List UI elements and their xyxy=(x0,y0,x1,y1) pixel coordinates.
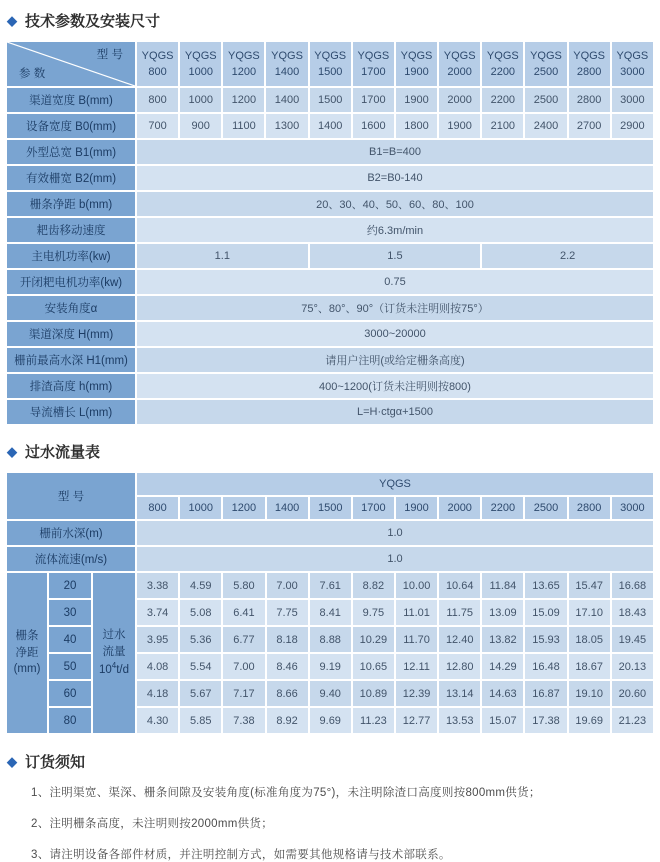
bar-gap-value-cell: 40 xyxy=(49,627,91,652)
flow-value-cell: 18.67 xyxy=(569,654,610,679)
model-header-cell xyxy=(310,42,351,86)
model-number: 2800 xyxy=(576,66,602,78)
param-label-cell: 设备宽度 B0(mm) xyxy=(7,114,135,138)
flow-value-cell: 3.95 xyxy=(137,627,178,652)
model-number-cell: 1900 xyxy=(396,497,437,519)
flow-value-cell: 11.84 xyxy=(482,573,523,598)
brand-text: YQGS xyxy=(314,49,347,62)
flow-label-line: 流量 xyxy=(102,645,126,658)
table2-corner-cell: 型 号 xyxy=(7,473,135,519)
model-header-cell xyxy=(180,42,221,86)
merged-value-cell: 请用户注明(或给定栅条高度) xyxy=(137,348,653,372)
flow-param-label-cell: 流体流速(m/s) xyxy=(7,547,135,571)
flow-value-cell: 19.10 xyxy=(569,681,610,706)
flow-table xyxy=(5,471,655,735)
value-cell: 2200 xyxy=(482,88,523,112)
flow-value-cell: 19.69 xyxy=(569,708,610,733)
value-cell: 1400 xyxy=(310,114,351,138)
diamond-icon: ◆ xyxy=(7,444,17,459)
flow-unit-exponent: 4 xyxy=(111,661,117,671)
model-number-cell: 3000 xyxy=(612,497,653,519)
flow-value-cell: 8.41 xyxy=(310,600,351,625)
flow-value-cell: 11.70 xyxy=(396,627,437,652)
span-value-cell: 1.1 xyxy=(137,244,308,268)
flow-value-cell: 5.80 xyxy=(223,573,264,598)
flow-value-cell: 9.75 xyxy=(353,600,394,625)
param-label-cell: 渠道宽度 B(mm) xyxy=(7,88,135,112)
param-row xyxy=(7,270,653,294)
value-cell: 1900 xyxy=(439,114,480,138)
param-label-cell: 主电机功率(kw) xyxy=(7,244,135,268)
param-row xyxy=(7,348,653,372)
section-title-text: 过水流量表 xyxy=(25,444,101,461)
model-header-cell xyxy=(569,42,610,86)
param-row xyxy=(7,244,653,268)
value-cell: 1600 xyxy=(353,114,394,138)
flow-value-cell: 19.45 xyxy=(612,627,653,652)
flow-value-cell: 10.29 xyxy=(353,627,394,652)
bar-gap-value-cell: 30 xyxy=(49,600,91,625)
flow-value-cell: 10.00 xyxy=(396,573,437,598)
flow-value-cell: 3.74 xyxy=(137,600,178,625)
model-header-cell xyxy=(137,42,178,86)
flow-value-cell: 9.40 xyxy=(310,681,351,706)
brand-text: YQGS xyxy=(357,49,390,62)
param-label-cell: 外型总宽 B1(mm) xyxy=(7,140,135,164)
value-cell: 1300 xyxy=(266,114,307,138)
section-title-text: 技术参数及安装尺寸 xyxy=(25,13,161,30)
flow-value-cell: 9.19 xyxy=(310,654,351,679)
value-cell: 800 xyxy=(137,88,178,112)
value-cell: 1100 xyxy=(223,114,264,138)
flow-value-cell: 16.87 xyxy=(525,681,566,706)
flow-value-cell: 5.67 xyxy=(180,681,221,706)
bar-gap-value-cell: 80 xyxy=(49,708,91,733)
model-number-cell: 1400 xyxy=(267,497,308,519)
flow-value-cell: 10.64 xyxy=(439,573,480,598)
model-number-cell: 1200 xyxy=(223,497,264,519)
brand-header-cell: YQGS xyxy=(137,473,653,495)
model-number-cell: 2200 xyxy=(482,497,523,519)
value-cell: 1800 xyxy=(396,114,437,138)
param-label-cell: 排渣高度 h(mm) xyxy=(7,374,135,398)
flow-value-cell: 5.08 xyxy=(180,600,221,625)
param-label-cell: 耙齿移动速度 xyxy=(7,218,135,242)
value-cell: 2800 xyxy=(569,88,610,112)
value-cell: 1400 xyxy=(266,88,307,112)
group-label-line: 栅条 xyxy=(15,629,39,642)
bar-gap-value-cell: 60 xyxy=(49,681,91,706)
flow-value-cell: 21.23 xyxy=(612,708,653,733)
flow-value-cell: 11.01 xyxy=(396,600,437,625)
flow-unit-base: 10 xyxy=(98,664,112,677)
section-title-order-notes xyxy=(7,751,653,772)
model-number-cell: 800 xyxy=(137,497,178,519)
merged-value-cell: L=H·ctgα+1500 xyxy=(137,400,653,424)
param-row xyxy=(7,296,653,320)
flow-value-cell: 5.54 xyxy=(180,654,221,679)
flow-value-cell: 6.77 xyxy=(223,627,264,652)
model-number-cell: 1000 xyxy=(180,497,221,519)
brand-text: YQGS xyxy=(141,49,174,62)
merged-value-cell: 1.0 xyxy=(137,521,653,545)
value-cell: 2500 xyxy=(525,88,566,112)
value-cell: 700 xyxy=(137,114,178,138)
param-row xyxy=(7,400,653,424)
model-number: 1700 xyxy=(361,66,386,78)
merged-value-cell: 约6.3m/min xyxy=(137,218,653,242)
order-note-line: 1、注明渠宽、渠深、栅条间隙及安装角度(标准角度为75°)，未注明除渣口高度则按800mm供货； xyxy=(31,787,541,799)
flow-value-cell: 15.47 xyxy=(569,573,610,598)
flow-value-cell: 4.59 xyxy=(180,573,221,598)
flow-simple-row xyxy=(7,547,653,571)
flow-value-cell: 13.53 xyxy=(439,708,480,733)
value-cell: 3000 xyxy=(612,88,653,112)
flow-value-cell: 18.43 xyxy=(612,600,653,625)
brand-text: YQGS xyxy=(486,49,519,62)
model-header-cell xyxy=(266,42,307,86)
flow-value-cell: 8.18 xyxy=(267,627,308,652)
flow-value-cell: 8.92 xyxy=(267,708,308,733)
brand-text: YQGS xyxy=(443,49,476,62)
flow-value-cell: 5.85 xyxy=(180,708,221,733)
model-number: 1400 xyxy=(274,66,300,78)
flow-value-cell: 7.38 xyxy=(223,708,264,733)
model-number: 2200 xyxy=(490,66,516,78)
merged-value-cell: 75°、80°、90°（订货未注明则按75°） xyxy=(137,296,653,320)
section-title-flow-table xyxy=(7,441,653,462)
bar-gap-value-cell: 20 xyxy=(49,573,91,598)
flow-rate-label-cell xyxy=(93,573,135,733)
flow-header-row-brand xyxy=(7,473,653,495)
param-row xyxy=(7,218,653,242)
param-label-cell: 栅条净距 b(mm) xyxy=(7,192,135,216)
model-number: 800 xyxy=(148,66,167,78)
flow-data-row xyxy=(7,573,653,598)
flow-value-cell: 20.13 xyxy=(612,654,653,679)
param-row xyxy=(7,322,653,346)
param-label-cell: 有效栅宽 B2(mm) xyxy=(7,166,135,190)
model-header-cell xyxy=(482,42,523,86)
bar-gap-group-label-cell xyxy=(7,573,47,733)
brand-text: YQGS xyxy=(271,49,303,62)
flow-value-cell: 4.18 xyxy=(137,681,178,706)
model-header-cell xyxy=(612,42,653,86)
table1-corner-cell xyxy=(7,42,135,86)
flow-value-cell: 13.14 xyxy=(439,681,480,706)
value-cell: 900 xyxy=(180,114,221,138)
group-label-line: 净距 xyxy=(15,646,39,659)
model-number: 1900 xyxy=(404,66,429,78)
brand-text: YQGS xyxy=(184,49,217,62)
brand-text: YQGS xyxy=(227,49,260,62)
section-title-tech-params xyxy=(7,10,653,31)
brand-text: YQGS xyxy=(573,49,606,62)
span-value-cell: 2.2 xyxy=(482,244,653,268)
flow-value-cell: 8.82 xyxy=(353,573,394,598)
merged-value-cell: 400~1200(订货未注明则按800) xyxy=(137,374,653,398)
value-cell: 1900 xyxy=(396,88,437,112)
flow-value-cell: 3.38 xyxy=(137,573,178,598)
flow-value-cell: 17.10 xyxy=(569,600,610,625)
param-row xyxy=(7,166,653,190)
flow-value-cell: 7.00 xyxy=(223,654,264,679)
flow-value-cell: 9.69 xyxy=(310,708,351,733)
flow-value-cell: 14.29 xyxy=(482,654,523,679)
model-number-cell: 2000 xyxy=(439,497,480,519)
flow-value-cell: 12.40 xyxy=(439,627,480,652)
flow-value-cell: 8.66 xyxy=(267,681,308,706)
value-cell: 1200 xyxy=(223,88,264,112)
section-title-text: 订货须知 xyxy=(25,754,86,771)
param-label-cell: 渠道深度 H(mm) xyxy=(7,322,135,346)
value-cell: 2100 xyxy=(482,114,523,138)
flow-value-cell: 7.61 xyxy=(310,573,351,598)
diamond-icon: ◆ xyxy=(7,754,17,769)
param-label-cell: 栅前最高水深 H1(mm) xyxy=(7,348,135,372)
corner-model-label: 型 号 xyxy=(96,49,123,61)
flow-value-cell: 6.41 xyxy=(223,600,264,625)
flow-value-cell: 15.93 xyxy=(525,627,566,652)
value-cell: 1700 xyxy=(353,88,394,112)
flow-simple-row xyxy=(7,521,653,545)
merged-value-cell: 1.0 xyxy=(137,547,653,571)
flow-value-cell: 7.17 xyxy=(223,681,264,706)
order-notes-list xyxy=(31,784,655,862)
value-cell: 1500 xyxy=(310,88,351,112)
flow-param-label-cell: 栅前水深(m) xyxy=(7,521,135,545)
model-header-cell xyxy=(396,42,437,86)
model-number-cell: 2500 xyxy=(525,497,566,519)
order-note-line: 2、注明栅条高度，未注明则按2000mm供货； xyxy=(31,818,274,830)
value-cell: 2000 xyxy=(439,88,480,112)
model-number: 1000 xyxy=(188,66,213,78)
flow-value-cell: 10.65 xyxy=(353,654,394,679)
param-row xyxy=(7,140,653,164)
flow-value-cell: 16.48 xyxy=(525,654,566,679)
merged-value-cell: 0.75 xyxy=(137,270,653,294)
flow-value-cell: 7.75 xyxy=(267,600,308,625)
flow-value-cell: 11.23 xyxy=(353,708,394,733)
flow-value-cell: 15.07 xyxy=(482,708,523,733)
model-header-cell xyxy=(353,42,394,86)
flow-value-cell: 4.30 xyxy=(137,708,178,733)
param-row xyxy=(7,114,653,138)
value-cell: 2400 xyxy=(525,114,566,138)
param-label-cell: 开闭耙电机功率(kw) xyxy=(7,270,135,294)
param-row xyxy=(7,374,653,398)
brand-text: YQGS xyxy=(530,49,562,62)
flow-value-cell: 16.68 xyxy=(612,573,653,598)
value-cell: 2700 xyxy=(569,114,610,138)
group-label-line: (mm) xyxy=(13,663,41,676)
flow-value-cell: 8.46 xyxy=(267,654,308,679)
bar-gap-value-cell: 50 xyxy=(49,654,91,679)
flow-value-cell: 12.80 xyxy=(439,654,480,679)
model-number: 2000 xyxy=(447,66,472,78)
merged-value-cell: B1=B=400 xyxy=(137,140,653,164)
model-number: 1500 xyxy=(317,66,343,78)
flow-unit-rest: t/d xyxy=(116,664,130,677)
param-row xyxy=(7,192,653,216)
flow-value-cell: 12.77 xyxy=(396,708,437,733)
model-number-cell: 1700 xyxy=(353,497,394,519)
model-number: 2500 xyxy=(533,66,559,78)
flow-value-cell: 4.08 xyxy=(137,654,178,679)
model-header-cell xyxy=(223,42,264,86)
value-cell: 1000 xyxy=(180,88,221,112)
flow-value-cell: 11.75 xyxy=(439,600,480,625)
flow-value-cell: 13.65 xyxy=(525,573,566,598)
flow-unit xyxy=(93,660,135,679)
flow-value-cell: 15.09 xyxy=(525,600,566,625)
model-number-cell: 2800 xyxy=(569,497,610,519)
tech-params-table xyxy=(5,40,655,426)
flow-value-cell: 18.05 xyxy=(569,627,610,652)
flow-value-cell: 13.82 xyxy=(482,627,523,652)
flow-value-cell: 7.00 xyxy=(267,573,308,598)
flow-value-cell: 10.89 xyxy=(353,681,394,706)
flow-value-cell: 8.88 xyxy=(310,627,351,652)
merged-value-cell: 3000~20000 xyxy=(137,322,653,346)
corner-param-label: 参 数 xyxy=(19,68,46,80)
flow-value-cell: 12.11 xyxy=(396,654,437,679)
model-number: 1200 xyxy=(231,66,257,78)
flow-value-cell: 20.60 xyxy=(612,681,653,706)
merged-value-cell: 20、30、40、50、60、80、100 xyxy=(137,192,653,216)
model-header-cell xyxy=(525,42,566,86)
model-number: 3000 xyxy=(620,66,645,78)
param-label-cell: 安装角度α xyxy=(7,296,135,320)
tech-params-header-row xyxy=(7,42,653,86)
flow-value-cell: 12.39 xyxy=(396,681,437,706)
model-header-cell xyxy=(439,42,480,86)
flow-value-cell: 13.09 xyxy=(482,600,523,625)
brand-text: YQGS xyxy=(616,49,649,62)
flow-value-cell: 14.63 xyxy=(482,681,523,706)
span-value-cell: 1.5 xyxy=(310,244,481,268)
diamond-icon: ◆ xyxy=(7,13,17,28)
flow-value-cell: 17.38 xyxy=(525,708,566,733)
flow-label-line: 过水 xyxy=(102,629,126,642)
merged-value-cell: B2=B0-140 xyxy=(137,166,653,190)
value-cell: 2900 xyxy=(612,114,653,138)
param-row xyxy=(7,88,653,112)
model-number-cell: 1500 xyxy=(310,497,351,519)
flow-value-cell: 5.36 xyxy=(180,627,221,652)
order-note-line: 3、请注明设备各部件材质，并注明控制方式，如需要其他规格请与技术部联系。 xyxy=(31,849,451,861)
brand-text: YQGS xyxy=(400,49,433,62)
param-label-cell: 导流槽长 L(mm) xyxy=(7,400,135,424)
